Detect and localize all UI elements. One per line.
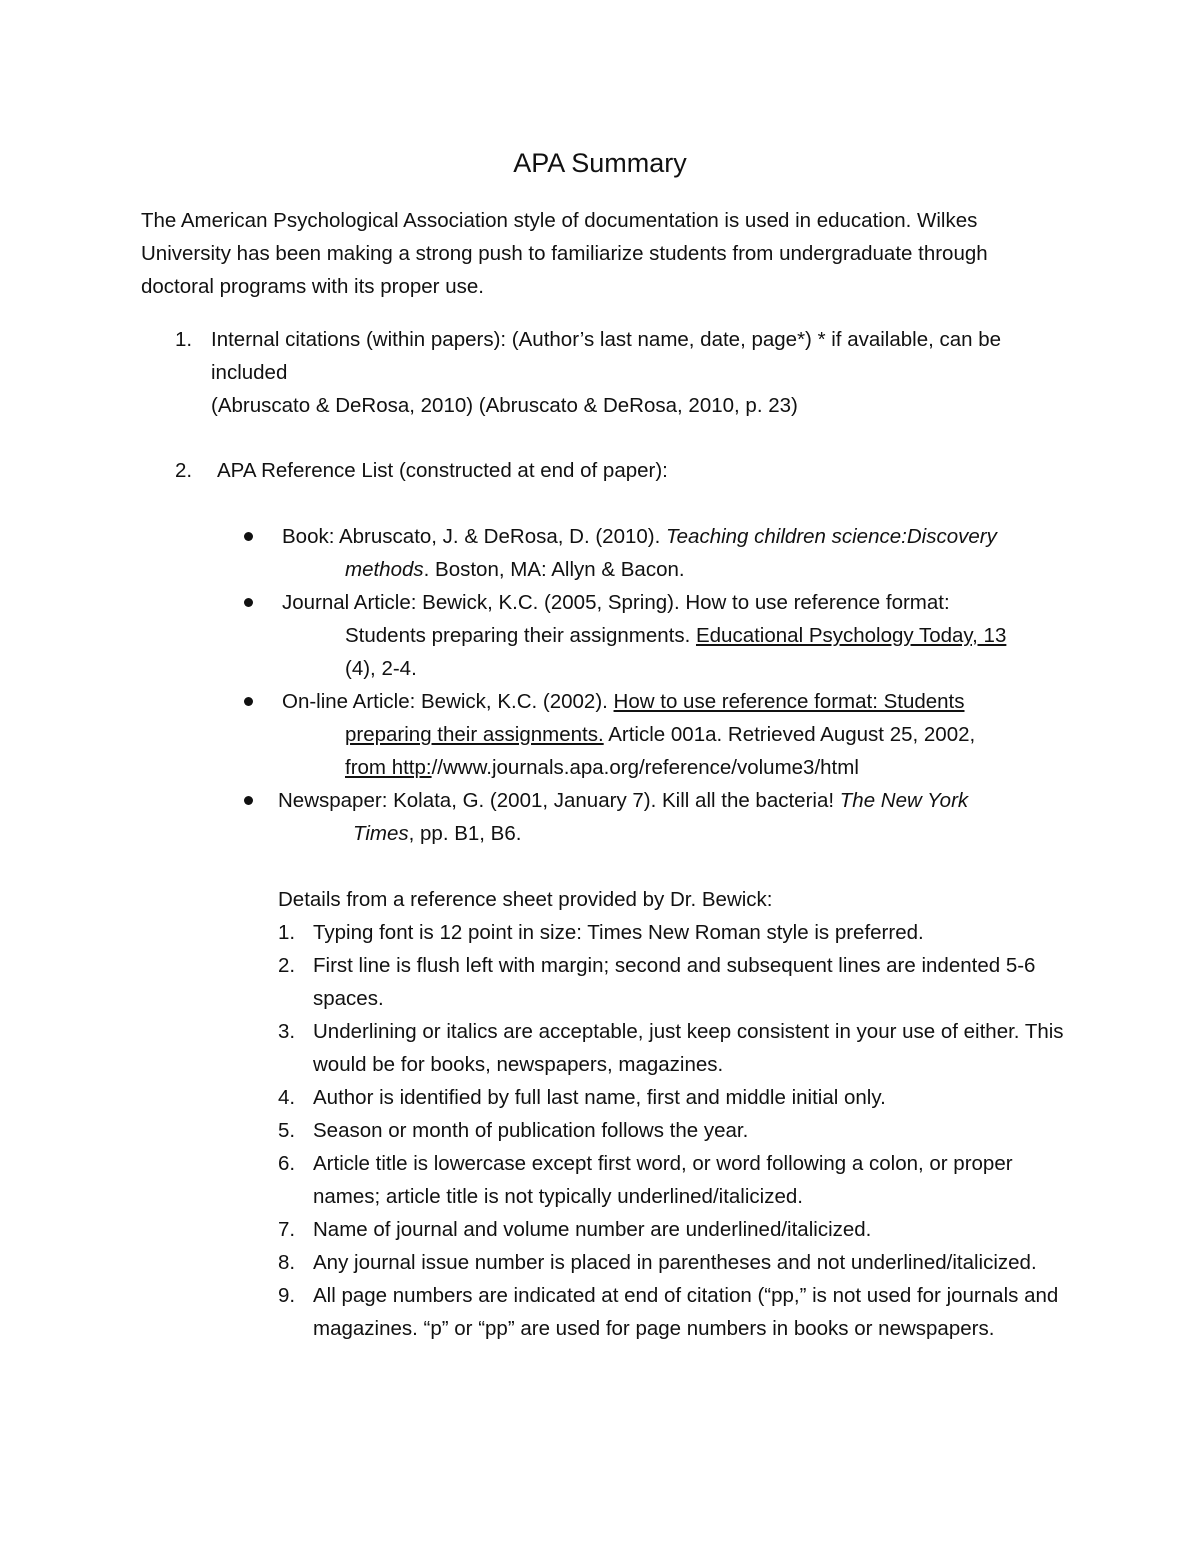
journal-issue-pages: (4), 2-4. <box>345 657 417 680</box>
details-heading: Details from a reference sheet provided by Dr. Bewick: <box>278 888 773 911</box>
online-author-date: On-line Article: Bewick, K.C. (2002). <box>282 690 614 713</box>
section-internal-citations <box>175 323 1065 422</box>
journal-lead: Journal Article: Bewick, K.C. (2005, Spring). How to use reference format: <box>282 591 950 614</box>
list-item: 8. Any journal issue number is placed in parentheses and not underlined/italicized. <box>278 1251 1037 1274</box>
bullet-icon <box>244 532 253 541</box>
online-title-continued: preparing their assignments. <box>345 723 604 746</box>
online-retrieved: Article 001a. Retrieved August 25, 2002, <box>603 723 976 746</box>
list-item: 6. Article title is lowercase except first word, or word following a colon, or proper names; article title is not typically underlined/italicized. <box>278 1152 1013 1208</box>
reference-book <box>244 520 1064 586</box>
journal-subtitle: Students preparing their assignments. <box>345 624 696 647</box>
book-title-continued: methods <box>345 558 424 581</box>
list-item: 4. Author is identified by full last name, first and middle initial only. <box>278 1086 886 1109</box>
list-item: 3. Underlining or italics are acceptable, just keep consistent in your use of either. This would be for books, newspapers, magazines. <box>278 1020 1064 1076</box>
newspaper-lead: Newspaper: Kolata, G. (2001, January 7). Kill all the bacteria! <box>278 789 840 812</box>
section-reference-list <box>175 454 1065 487</box>
list-item: 5. Season or month of publication follows the year. <box>278 1119 749 1142</box>
online-title: How to use reference format: Students <box>613 690 965 713</box>
online-url: //www.journals.apa.org/reference/volume3/html <box>431 756 859 779</box>
newspaper-pages: , pp. B1, B6. <box>408 822 522 845</box>
bullet-icon <box>244 697 253 706</box>
details-list <box>278 916 1068 1345</box>
section-text: Internal citations (within papers): (Author’s last name, date, page*) * if available, can be included <box>211 328 1002 384</box>
bullet-icon <box>244 598 253 607</box>
reference-newspaper <box>244 784 1064 850</box>
section-text: APA Reference List (constructed at end of paper): <box>217 459 668 482</box>
bullet-icon <box>244 796 253 805</box>
list-item: 7. Name of journal and volume number are underlined/italicized. <box>278 1218 872 1241</box>
online-from: from http: <box>345 756 432 779</box>
book-author-date: Book: Abruscato, J. & DeRosa, D. (2010). <box>282 525 666 548</box>
page-title: APA Summary <box>513 148 687 178</box>
list-item: 9. All page numbers are indicated at end of citation (“pp,” is not used for journals and magazines. “p” or “pp” are used for page numbers in books or newspapers. <box>278 1284 1059 1340</box>
book-title: Teaching children science:Discovery <box>666 525 997 548</box>
journal-name: Educational Psychology Today, 13 <box>695 624 1007 647</box>
reference-journal <box>244 586 1064 685</box>
newspaper-title-continued: Times <box>353 822 409 845</box>
list-item: 2. First line is flush left with margin; second and subsequent lines are indented 5-6 spaces. <box>278 954 1036 1010</box>
book-publisher: . Boston, MA: Allyn & Bacon. <box>423 558 685 581</box>
section-number: 1. <box>175 328 193 351</box>
citation-examples: (Abruscato & DeRosa, 2010) (Abruscato & DeRosa, 2010, p. 23) <box>211 394 798 417</box>
newspaper-title: The New York <box>839 789 969 812</box>
intro-paragraph: The American Psychological Association style of documentation is used in education. Wilkes University has been making a strong push to familiarize students from undergraduate through doctoral programs with its proper use. <box>141 209 988 298</box>
reference-online <box>244 685 1064 784</box>
section-number: 2. <box>175 459 193 482</box>
list-item: 1. Typing font is 12 point in size: Times New Roman style is preferred. <box>278 921 924 944</box>
